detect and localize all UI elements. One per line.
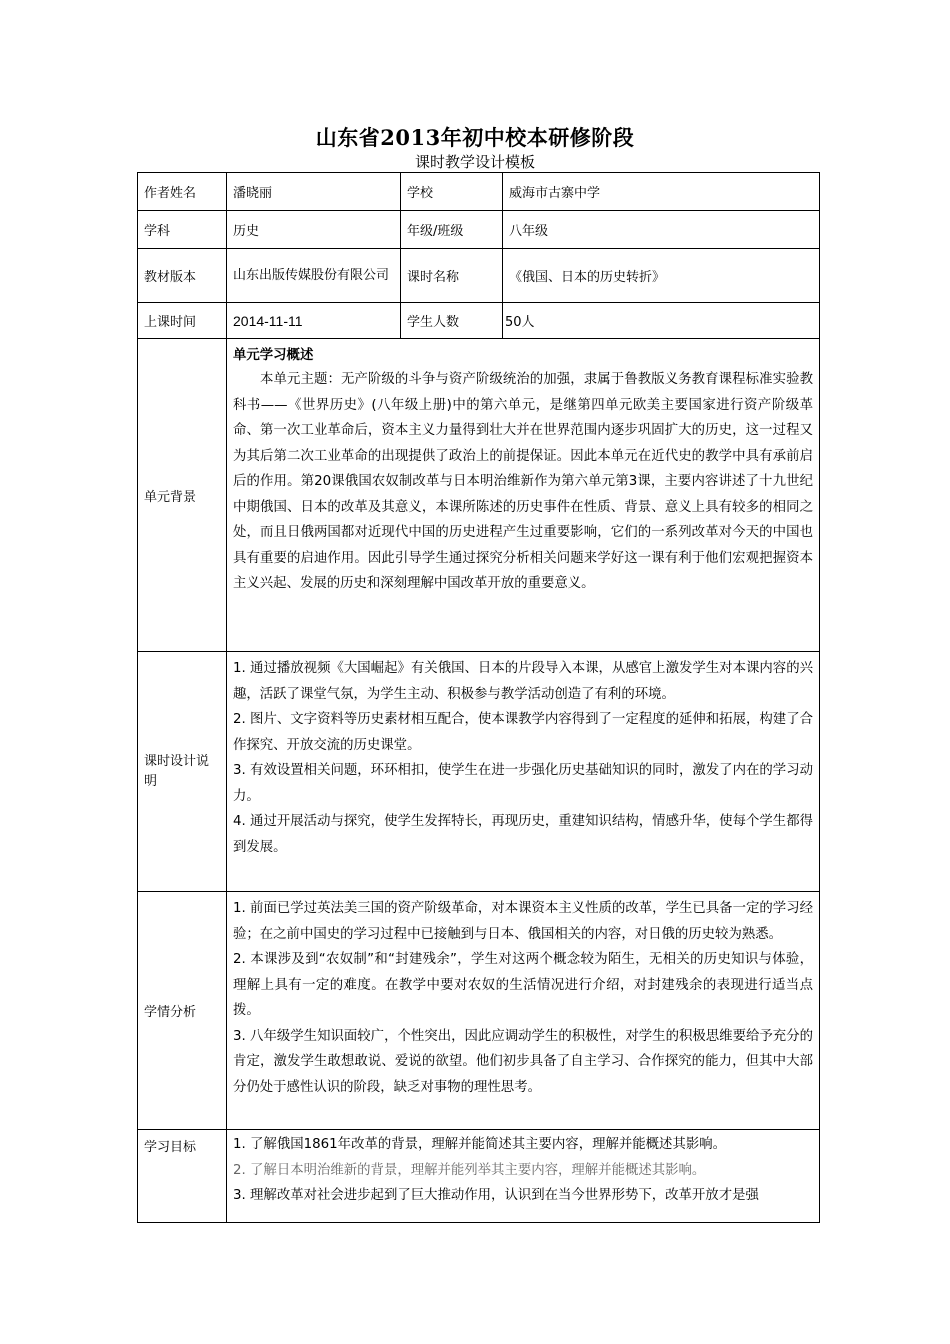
design-note-item: 1. 通过播放视频《大国崛起》有关俄国、日本的片段导入本课，从感官上激发学生对本课内容的兴趣，活跃了课堂气氛，为学生主动、积极参与教学活动创造了有利的环境。 <box>233 661 813 702</box>
table-row <box>138 249 820 303</box>
table-row <box>138 1130 820 1223</box>
goal-item: 2. 了解日本明治维新的背景，理解并能列举其主要内容，理解并能概述其影响。 <box>233 1162 706 1178</box>
students-label: 学生人数 <box>401 303 503 339</box>
grade-value: 八年级 <box>503 211 820 249</box>
learning-goals-content <box>227 1130 820 1223</box>
textbook-value: 山东出版传媒股份有限公司 <box>227 249 401 303</box>
table-row <box>138 652 820 892</box>
design-note-item: 2. 图片、文字资料等历史素材相互配合，使本课教学内容得到了一定程度的延伸和拓展，构建了合作探究、开放交流的历史课堂。 <box>233 712 813 753</box>
learner-analysis-label: 学情分析 <box>138 892 227 1130</box>
table-row <box>138 892 820 1130</box>
students-value: 50人 <box>503 303 820 339</box>
grade-label: 年级/班级 <box>401 211 503 249</box>
lesson-value: 《俄国、日本的历史转折》 <box>503 249 820 303</box>
unit-overview-text: 本单元主题：无产阶级的斗争与资产阶级统治的加强，隶属于鲁教版义务教育课程标准实验教科书——《世界历史》(八年级上册)中的第六单元，是继第四单元欧美主要国家进行资产阶级革命、第一次工业革命后，资本主义力量得到壮大并在世界范围内逐步巩固扩大的历史，这一过程又为其后第二次工业革命的出现提供了政治上的前提保证。因此本单元在近代史的教学中具有承前启后的作用。第20课俄国农奴制改革与日本明治维新作为第六单元第3课，主要内容讲述了十九世纪中期俄国、日本的改革及其意义，本课所陈述的历史事件在性质、背景、意义上具有较多的相同之处，而且日俄两国都对近现代中国的历史进程产生过重要影响，它们的一系列改革对今天的中国也具有重要的启迪作用。因此引导学生通过探究分析相关问题来学好这一课有利于他们宏观把握资本主义兴起、发展的历史和深刻理解中国改革开放的重要意义。 <box>233 372 813 591</box>
goal-item: 1. 了解俄国1861年改革的背景，理解并能简述其主要内容，理解并能概述其影响。 <box>233 1137 726 1152</box>
analysis-item: 3. 八年级学生知识面较广，个性突出，因此应调动学生的积极性，对学生的积极思维要给予充分的肯定，激发学生敢想敢说、爱说的欲望。他们初步具备了自主学习、合作探究的能力，但其中大部分仍处于感性认识的阶段，缺乏对事物的理性思考。 <box>233 1028 813 1095</box>
lesson-plan-table <box>137 172 820 1223</box>
document-title: 山东省2013年初中校本研修阶段 <box>315 125 635 150</box>
design-notes-content <box>227 652 820 892</box>
learning-goals-label: 学习目标 <box>138 1130 227 1223</box>
table-row <box>138 211 820 249</box>
goal-item: 3. 理解改革对社会进步起到了巨大推动作用，认识到在当今世界形势下，改革开放才是强 <box>233 1188 759 1203</box>
unit-background-content <box>227 339 820 652</box>
time-value: 2014-11-11 <box>227 303 401 339</box>
design-notes-label: 课时设计说明 <box>138 652 227 892</box>
learner-analysis-content <box>227 892 820 1130</box>
school-value: 威海市古寨中学 <box>503 173 820 211</box>
unit-overview-heading: 单元学习概述 <box>233 348 314 363</box>
table-row <box>138 339 820 652</box>
lesson-label: 课时名称 <box>401 249 503 303</box>
school-label: 学校 <box>401 173 503 211</box>
author-label: 作者姓名 <box>138 173 227 211</box>
design-note-item: 4. 通过开展活动与探究，使学生发挥特长，再现历史，重建知识结构，情感升华，使每个学生都得到发展。 <box>233 814 813 855</box>
analysis-item: 1. 前面已学过英法美三国的资产阶级革命，对本课资本主义性质的改革，学生已具备一定的学习经验；在之前中国史的学习过程中已接触到与日本、俄国相关的内容，对日俄的历史较为熟悉。 <box>233 901 813 942</box>
textbook-label: 教材版本 <box>138 249 227 303</box>
table-row <box>138 303 820 339</box>
subject-value: 历史 <box>227 211 401 249</box>
analysis-item: 2. 本课涉及到“农奴制”和“封建残余”，学生对这两个概念较为陌生，无相关的历史知识与体验，理解上具有一定的难度。在教学中要对农奴的生活情况进行介绍，对封建残余的表现进行适当点拨。 <box>233 952 813 1018</box>
author-value: 潘晓丽 <box>227 173 401 211</box>
subject-label: 学科 <box>138 211 227 249</box>
table-row <box>138 173 820 211</box>
design-note-item: 3. 有效设置相关问题，环环相扣，使学生在进一步强化历史基础知识的同时，激发了内在的学习动力。 <box>233 763 813 804</box>
document-subtitle: 课时教学设计模板 <box>414 153 535 171</box>
time-label: 上课时间 <box>138 303 227 339</box>
unit-background-label: 单元背景 <box>138 339 227 652</box>
